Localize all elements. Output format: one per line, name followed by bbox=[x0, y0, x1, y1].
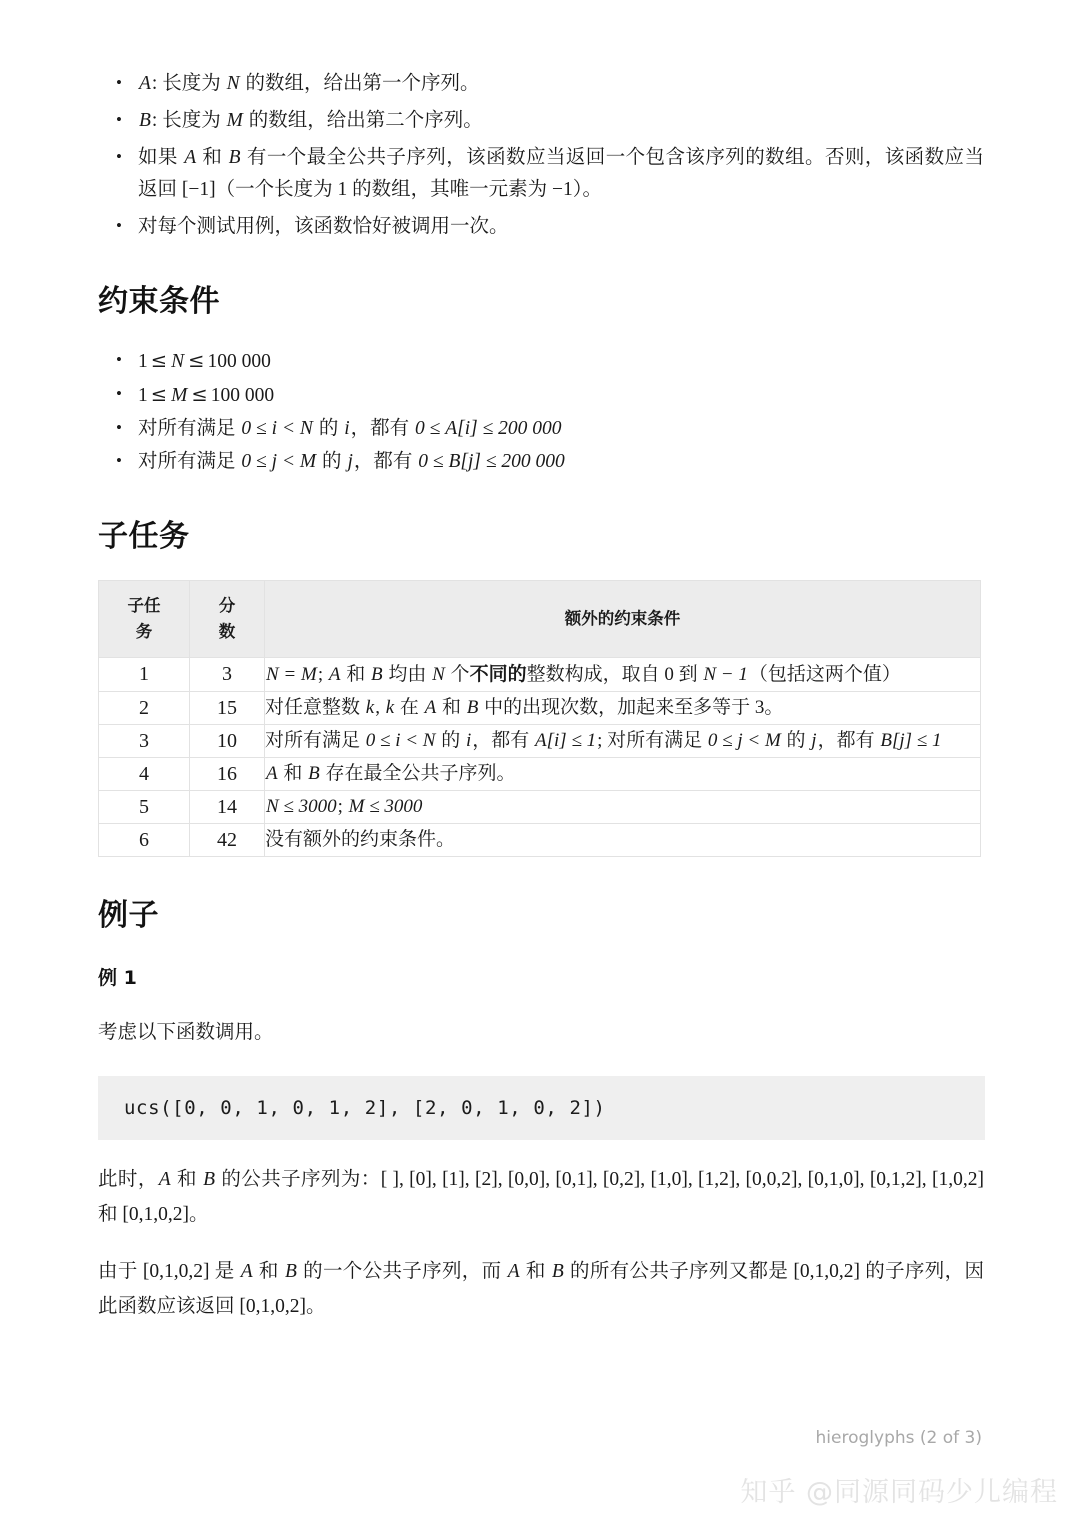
cell-subtask-desc bbox=[265, 758, 981, 791]
page-footer-label: hieroglyphs (2 of 3) bbox=[815, 1428, 982, 1448]
r1-p4: 和 bbox=[341, 664, 370, 685]
constraint-b-e2: j bbox=[347, 451, 353, 472]
r1-p7: N bbox=[432, 664, 445, 685]
constraint-m-var: M bbox=[171, 385, 188, 406]
constraint-a-e2: i bbox=[344, 418, 350, 439]
cell-subtask-score: 15 bbox=[190, 692, 265, 725]
bullet-a-text2: 的数组，给出第一个序列。 bbox=[240, 73, 480, 94]
constraint-n-op2: ≤ bbox=[188, 349, 205, 372]
r1-p12: 到 bbox=[673, 664, 703, 685]
r2-p7: 和 bbox=[437, 697, 466, 718]
cell-subtask-id: 6 bbox=[99, 824, 190, 857]
constraint-n-var: N bbox=[171, 351, 185, 372]
r3-p2: 0 ≤ i < N bbox=[365, 730, 436, 751]
r1-p14: （包括这两个值） bbox=[748, 664, 901, 685]
cell-subtask-desc bbox=[265, 692, 981, 725]
p2-v1: [0,1,0,2] bbox=[142, 1261, 210, 1282]
cell-subtask-id: 2 bbox=[99, 692, 190, 725]
column-header-score bbox=[190, 581, 265, 658]
bullet-b-text2: 的数组，给出第二个序列。 bbox=[243, 110, 483, 131]
p1-t5: 。 bbox=[189, 1204, 209, 1225]
table-header-row bbox=[99, 581, 981, 658]
code-function-call: ucs([0, 0, 1, 0, 1, 2], [2, 0, 1, 0, 2]) bbox=[124, 1097, 606, 1119]
constraint-item-b bbox=[138, 446, 984, 478]
example-subsequences-paragraph bbox=[98, 1162, 984, 1232]
code-block bbox=[98, 1076, 985, 1140]
r3-p3: 的 bbox=[436, 730, 465, 751]
return-var-b: B bbox=[228, 147, 241, 168]
r1-p10: 整数构成，取自 bbox=[526, 664, 665, 685]
table-row bbox=[99, 658, 981, 692]
table-row bbox=[99, 824, 981, 857]
r4-p2: 和 bbox=[278, 763, 308, 784]
r1-p2: ; bbox=[317, 664, 328, 685]
p2-var-b2: B bbox=[551, 1261, 564, 1282]
var-b: B bbox=[139, 110, 151, 131]
cell-subtask-desc bbox=[265, 791, 981, 824]
r2-p11: 。 bbox=[764, 697, 784, 718]
p1-t3: 的公共子序列为： bbox=[216, 1169, 381, 1190]
r1-p9-emphasis: 不同的 bbox=[469, 663, 527, 685]
section-heading-examples: 例子 bbox=[98, 898, 159, 933]
constraint-item-m bbox=[138, 379, 984, 412]
p2-t2: 是 bbox=[209, 1261, 240, 1282]
constraint-m-rhs: 100 000 bbox=[210, 385, 275, 406]
constraint-b-e1: 0 ≤ j < M bbox=[241, 451, 317, 472]
subheading-example-1: 例 1 bbox=[98, 967, 137, 989]
table-row bbox=[99, 758, 981, 791]
r1-p6: 均由 bbox=[383, 664, 432, 685]
p1-last-subsequence: [0,1,0,2] bbox=[122, 1204, 190, 1225]
cell-subtask-id: 5 bbox=[99, 791, 190, 824]
r3-p12: B[j] ≤ 1 bbox=[880, 730, 942, 751]
p1-t2: 和 bbox=[171, 1169, 203, 1190]
constraint-m-lhs: 1 bbox=[138, 385, 148, 406]
zhihu-watermark: 知乎 @同源同码少儿编程 bbox=[740, 1477, 1058, 1508]
r5-p3: M ≤ 3000 bbox=[348, 796, 423, 817]
r1-p1: N = M bbox=[266, 664, 317, 685]
column-header-subtask-line1: 子任 bbox=[127, 596, 161, 615]
return-t2: 和 bbox=[197, 147, 228, 168]
var-n: N bbox=[226, 73, 240, 94]
example-conclusion-paragraph bbox=[98, 1254, 984, 1324]
return-num-neg1: −1 bbox=[552, 179, 573, 200]
cell-subtask-score: 10 bbox=[190, 725, 265, 758]
cell-subtask-desc: 没有额外的约束条件。 bbox=[265, 824, 981, 857]
var-m: M bbox=[226, 110, 243, 131]
cell-subtask-desc bbox=[265, 658, 981, 692]
constraint-n-rhs: 100 000 bbox=[207, 351, 271, 372]
r2-p6: A bbox=[424, 697, 437, 718]
constraint-b-t3: ，都有 bbox=[353, 451, 418, 472]
return-var-a: A bbox=[184, 147, 197, 168]
constraint-m-op2: ≤ bbox=[191, 383, 208, 406]
return-t3: 有一个最全公共子序列，该函数应当返回一个包含该序列的数组。否则，该函数应当返回 bbox=[138, 147, 984, 200]
cell-subtask-id: 4 bbox=[99, 758, 190, 791]
r2-p9: 中的出现次数，加起来至多等于 bbox=[479, 697, 755, 718]
return-num-1: 1 bbox=[337, 179, 348, 200]
p1-var-b: B bbox=[203, 1169, 216, 1190]
p2-var-a2: A bbox=[507, 1261, 520, 1282]
cell-subtask-id: 1 bbox=[99, 658, 190, 692]
subtasks-table-head bbox=[99, 581, 981, 658]
constraint-n-op1: ≤ bbox=[150, 349, 168, 372]
r3-p10: j bbox=[811, 730, 817, 751]
p2-var-a: A bbox=[240, 1261, 253, 1282]
p2-v6: [0,1,0,2] bbox=[793, 1261, 861, 1282]
section-heading-subtasks: 子任务 bbox=[98, 519, 190, 554]
r2-p4: k bbox=[385, 697, 395, 718]
r2-p8: B bbox=[466, 697, 479, 718]
constraint-a-e3: 0 ≤ A[i] ≤ 200 000 bbox=[415, 418, 562, 439]
constraints-list bbox=[98, 345, 984, 478]
return-t4: （一个长度为 bbox=[215, 179, 338, 200]
p2-var-b: B bbox=[284, 1261, 297, 1282]
r4-p4: 存在最全公共子序列。 bbox=[320, 763, 516, 784]
subtasks-table-body bbox=[99, 658, 981, 857]
r2-p5: 在 bbox=[395, 697, 424, 718]
r3-p7: ; 对所有满足 bbox=[597, 730, 707, 751]
p2-t5: 和 bbox=[520, 1261, 551, 1282]
column-header-score-line2: 数 bbox=[218, 622, 236, 641]
constraint-b-t1: 对所有满足 bbox=[138, 451, 241, 472]
cell-subtask-score: 3 bbox=[190, 658, 265, 692]
return-t5: 的数组，其唯一元素为 bbox=[347, 179, 553, 200]
return-array: [−1] bbox=[181, 179, 216, 200]
r5-p1: N ≤ 3000 bbox=[266, 796, 337, 817]
constraint-a-t1: 对所有满足 bbox=[138, 418, 241, 439]
cell-subtask-desc bbox=[265, 725, 981, 758]
r1-p5: B bbox=[370, 664, 383, 685]
bullet-call-count: • 对每个测试用例，该函数恰好被调用一次。 bbox=[138, 211, 984, 243]
column-header-extra-constraints: 额外的约束条件 bbox=[265, 581, 981, 658]
r1-p8: 个 bbox=[445, 664, 470, 685]
r3-p9: 的 bbox=[781, 730, 811, 751]
subtasks-table bbox=[98, 580, 981, 857]
r3-p8: 0 ≤ j < M bbox=[707, 730, 781, 751]
constraint-n-lhs: 1 bbox=[138, 351, 148, 372]
constraint-a-t2: 的 bbox=[313, 418, 344, 439]
return-t1: 如果 bbox=[138, 147, 184, 168]
bullet-return-spec bbox=[138, 142, 984, 206]
bullet-param-a bbox=[138, 68, 984, 100]
p2-t3: 和 bbox=[253, 1261, 284, 1282]
p2-t7: 的子序列，因此函数应该返回 bbox=[98, 1261, 984, 1317]
constraint-a-t3: ，都有 bbox=[350, 418, 415, 439]
p2-t1: 由于 bbox=[98, 1261, 143, 1282]
r3-p1: 对所有满足 bbox=[265, 730, 365, 751]
return-t6: ）。 bbox=[572, 179, 603, 200]
r2-p2: k bbox=[365, 697, 375, 718]
constraint-item-a bbox=[138, 413, 984, 445]
p1-t4: 和 bbox=[98, 1204, 123, 1225]
table-row bbox=[99, 791, 981, 824]
cell-subtask-score: 16 bbox=[190, 758, 265, 791]
bullet-param-b bbox=[138, 105, 984, 137]
constraint-b-t2: 的 bbox=[317, 451, 347, 472]
constraint-b-e3: 0 ≤ B[j] ≤ 200 000 bbox=[418, 451, 565, 472]
r1-p13: N − 1 bbox=[703, 664, 748, 685]
cell-subtask-score: 14 bbox=[190, 791, 265, 824]
constraint-m-op1: ≤ bbox=[150, 383, 168, 406]
table-row bbox=[99, 692, 981, 725]
p2-t6: 的所有公共子序列又都是 bbox=[564, 1261, 794, 1282]
constraint-a-e1: 0 ≤ i < N bbox=[241, 418, 313, 439]
intro-bullet-list bbox=[98, 68, 984, 243]
bullet-b-text1: : 长度为 bbox=[151, 110, 226, 131]
section-heading-constraints: 约束条件 bbox=[98, 284, 220, 319]
r3-p4: i bbox=[465, 730, 472, 751]
r2-p10: 3 bbox=[754, 697, 765, 718]
p1-t1: 此时， bbox=[98, 1169, 158, 1190]
column-header-subtask bbox=[99, 581, 190, 658]
r4-p3: B bbox=[308, 763, 320, 784]
cell-subtask-id: 3 bbox=[99, 725, 190, 758]
r2-p3: , bbox=[375, 697, 385, 718]
column-header-score-line1: 分 bbox=[218, 596, 236, 615]
r5-p2: ; bbox=[337, 796, 348, 817]
p1-var-a: A bbox=[158, 1169, 171, 1190]
r4-p1: A bbox=[266, 763, 278, 784]
column-header-subtask-line2: 务 bbox=[135, 622, 153, 641]
r3-p6: A[i] ≤ 1 bbox=[535, 730, 597, 751]
constraint-item-n bbox=[138, 345, 984, 378]
var-a: A bbox=[139, 73, 151, 94]
example-intro-text: 考虑以下函数调用。 bbox=[98, 1022, 274, 1043]
r2-p1: 对任意整数 bbox=[265, 697, 365, 718]
p2-t8: 。 bbox=[306, 1296, 326, 1317]
r1-p11: 0 bbox=[664, 664, 674, 685]
r3-p11: ，都有 bbox=[817, 730, 880, 751]
p2-t4: 的一个公共子序列，而 bbox=[297, 1261, 507, 1282]
r3-p5: ，都有 bbox=[472, 730, 535, 751]
table-row bbox=[99, 725, 981, 758]
document-content bbox=[98, 68, 984, 1324]
cell-subtask-score: 42 bbox=[190, 824, 265, 857]
bullet-a-text1: : 长度为 bbox=[151, 73, 226, 94]
r1-p3: A bbox=[328, 664, 341, 685]
p2-v7: [0,1,0,2] bbox=[239, 1296, 307, 1317]
p1-subsequence-list: [ ], [0], [1], [2], [0,0], [0,1], [0,2], [1,0], [1,2], [0,0,2], [0,1,0], [0,1,2], [1,0,2] bbox=[380, 1169, 984, 1190]
